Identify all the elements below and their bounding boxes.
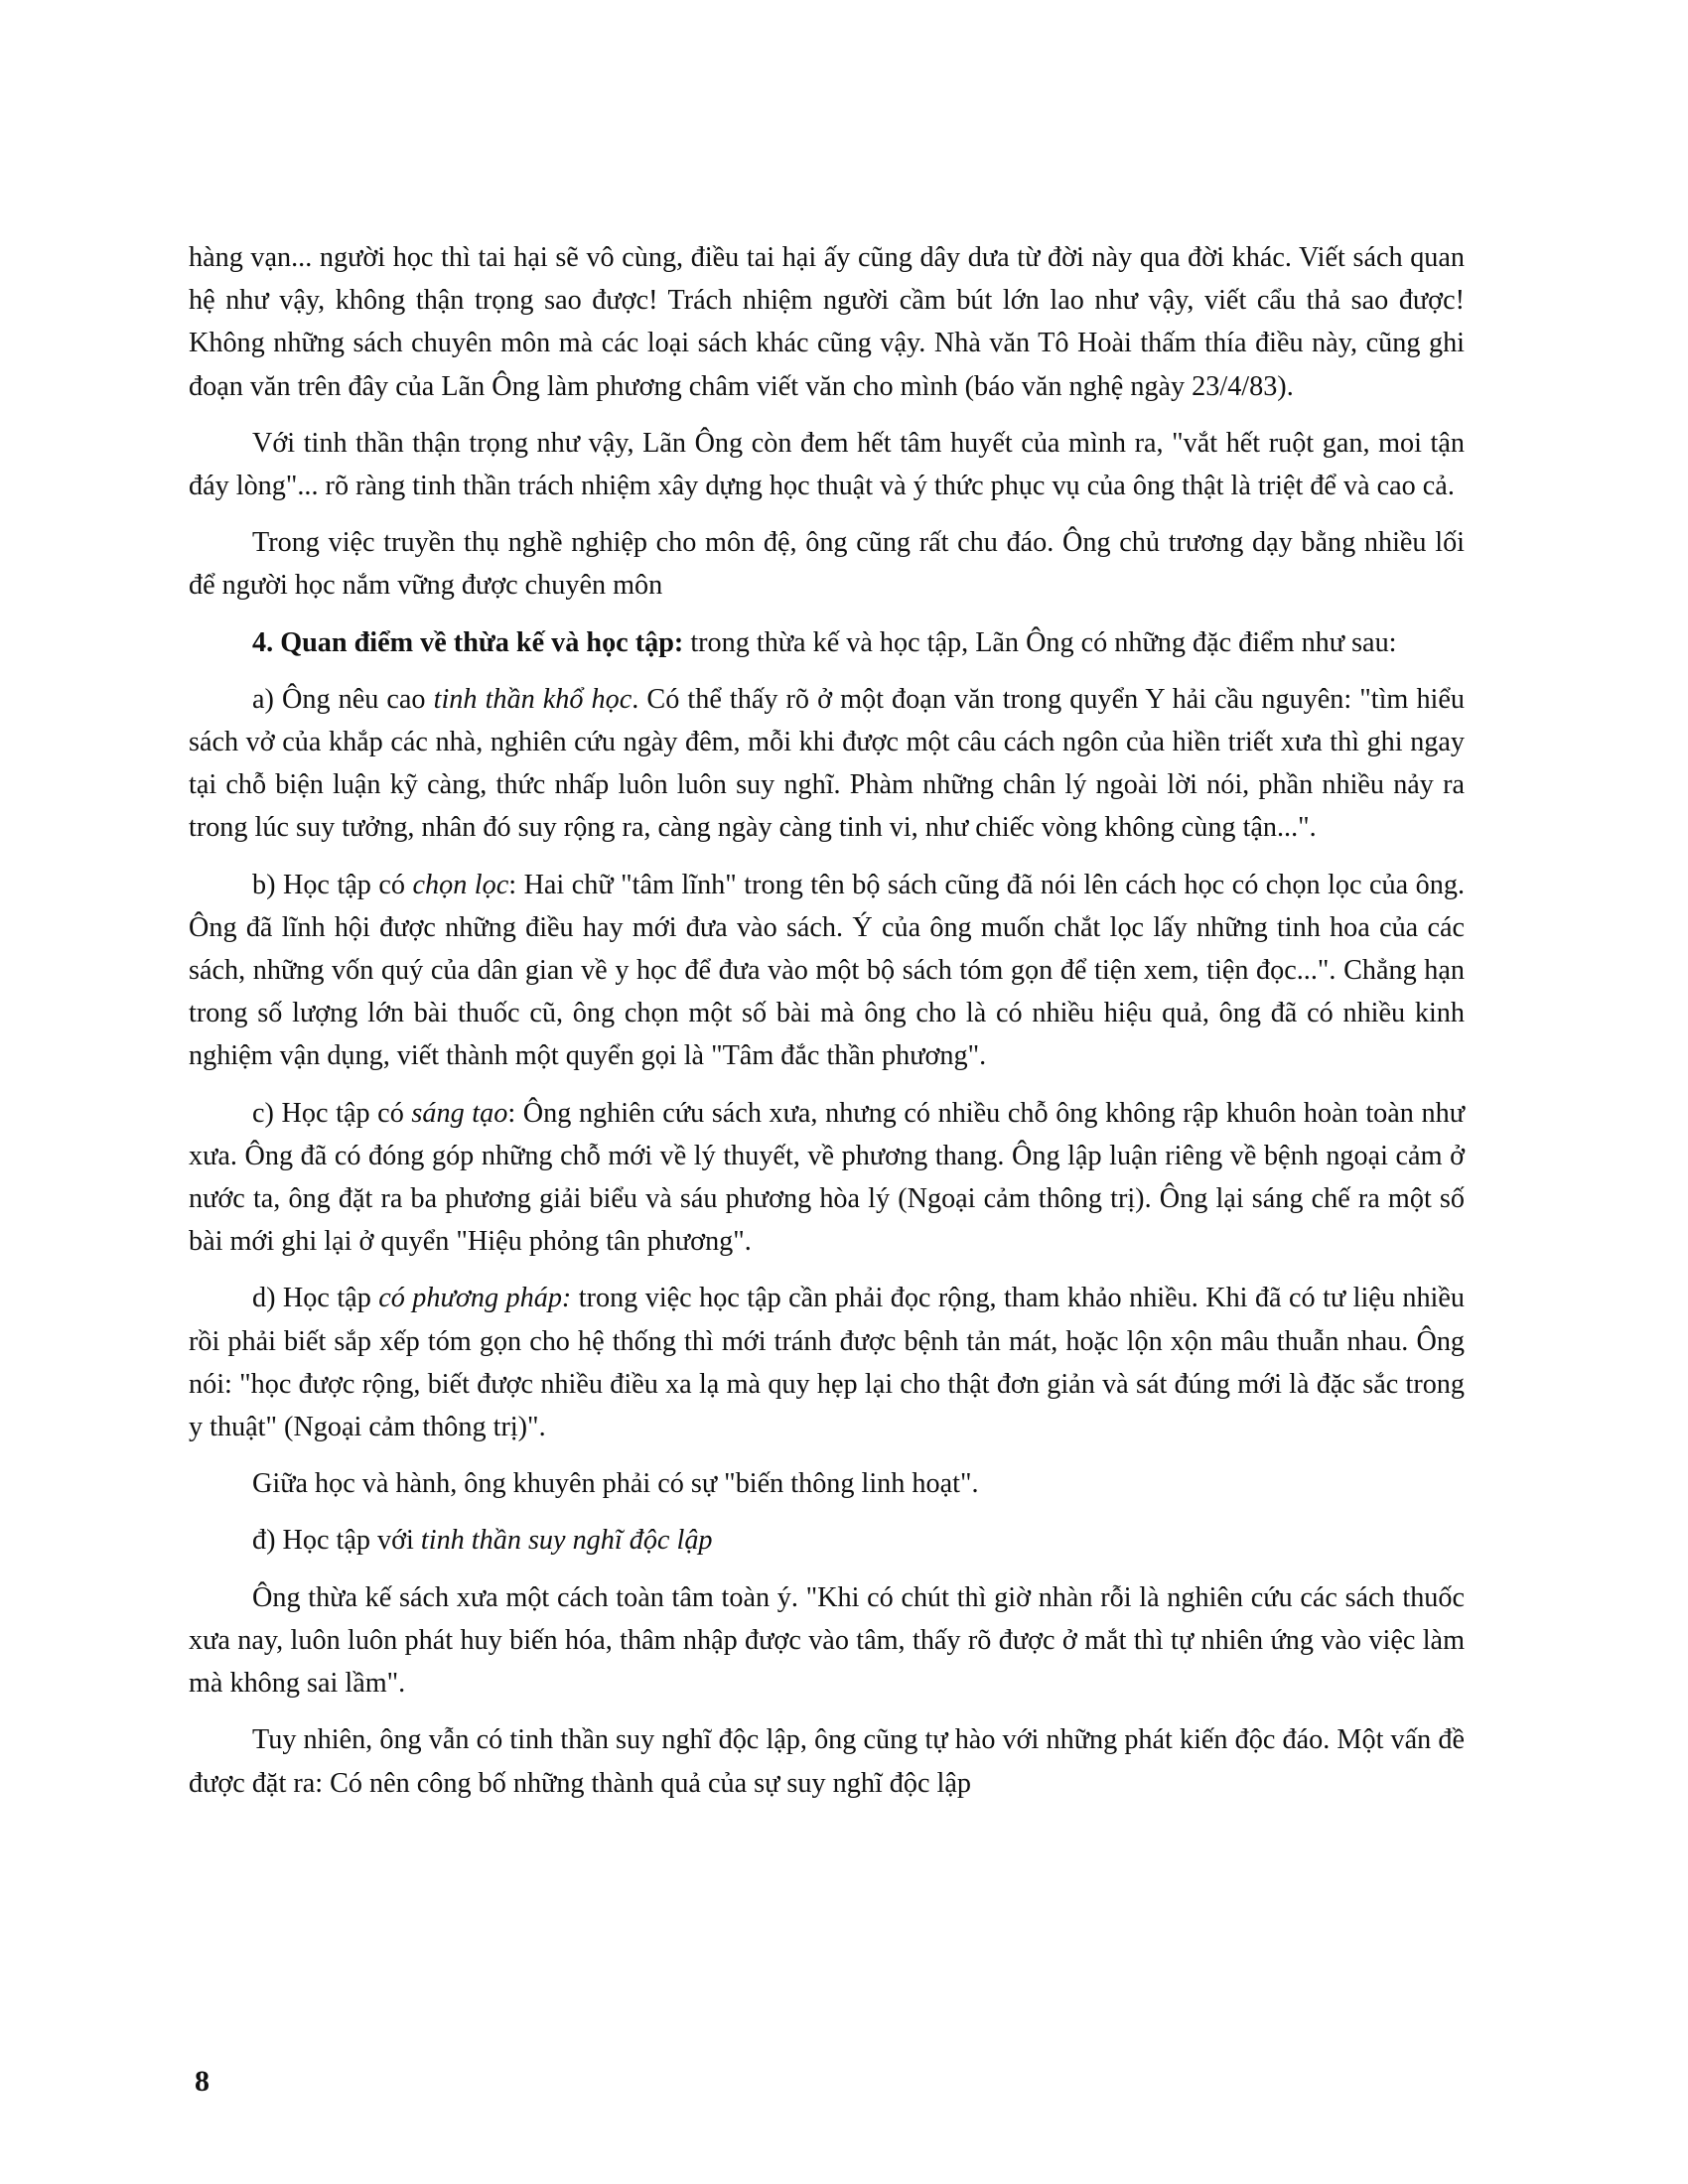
list-item-dd: đ) Học tập với tinh thần suy nghĩ độc lập [252, 1525, 713, 1557]
paragraph: hàng vạn... người học thì tai hại sẽ vô cùng, điều tai hại ấy cũng dây dưa từ đời này qua đời khác. Viết sách quan hệ như vậy, không thận trọng sao được! Trách nhiệm người cầm bút lớn lao như vậy, viết cẩu thả sao được! Không những sách chuyên môn mà các loại sách khác cũng vậy. Nhà văn Tô Hoài thấm thía điều này, cũng ghi đoạn văn trên đây của Lãn Ông làm phương châm viết văn cho mình (báo văn nghệ ngày 23/4/83). [189, 242, 1465, 402]
section-heading-paragraph: 4. Quan điểm về thừa kế và học tập: trong thừa kế và học tập, Lãn Ông có những đặc điểm như sau: [252, 626, 1397, 658]
section-heading: 4. Quan điểm về thừa kế và học tập: [252, 626, 684, 658]
list-item-b: b) Học tập có chọn lọc: Hai chữ "tâm lĩnh" trong tên bộ sách cũng đã nói lên cách học có chọn lọc của ông. Ông đã lĩnh hội được những điều hay mới đưa vào sách. Ý của ông muốn chắt lọc lấy những tinh hoa của các sách, những vốn quý của dân gian về y học để đưa vào một bộ sách tóm gọn để tiện xem, tiện đọc...". Chẳng hạn trong số lượng lớn bài thuốc cũ, ông chọn một số bài mà ông cho là có nhiều hiệu quả, ông đã có nhiều kinh nghiệm vận dụng, viết thành một quyển gọi là "Tâm đắc thần phương". [189, 869, 1465, 1072]
page-body [189, 236, 1465, 1819]
list-item-d: d) Học tập có phương pháp: trong việc học tập cần phải đọc rộng, tham khảo nhiều. Khi đã có tư liệu nhiều rồi phải biết sắp xếp tóm gọn cho hệ thống thì mới tránh được bệnh tản mát, hoặc lộn xộn mâu thuẫn nhau. Ông nói: "học được rộng, biết được nhiều điều xa lạ mà quy hẹp lại cho thật đơn giản và sát đúng mới là đặc sắc trong y thuật" (Ngoại cảm thông trị)". [189, 1283, 1465, 1443]
list-item-a: a) Ông nêu cao tinh thần khổ học. Có thể thấy rõ ở một đoạn văn trong quyển Y hải cầu nguyên: "tìm hiểu sách vở của khắp các nhà, nghiên cứu ngày đêm, mỗi khi được một câu cách ngôn của hiền triết xưa thì ghi ngay tại chỗ biện luận kỹ càng, thức nhấp luôn luôn suy nghĩ. Phàm những chân lý ngoài lời nói, phần nhiều nảy ra trong lúc suy tưởng, nhân đó suy rộng ra, càng ngày càng tinh vi, như chiếc vòng không cùng tận...". [189, 683, 1465, 844]
paragraph: Ông thừa kế sách xưa một cách toàn tâm toàn ý. "Khi có chút thì giờ nhàn rỗi là nghiên cứu các sách thuốc xưa nay, luôn luôn phát huy biến hóa, thâm nhập được vào tâm, thấy rõ được ở mắt thì tự nhiên ứng vào việc làm mà không sai lầm". [189, 1581, 1465, 1700]
paragraph: Giữa học và hành, ông khuyên phải có sự "biến thông linh hoạt". [252, 1468, 979, 1500]
list-item-c: c) Học tập có sáng tạo: Ông nghiên cứu sách xưa, nhưng có nhiều chỗ ông không rập khuôn hoàn toàn như xưa. Ông đã có đóng góp những chỗ mới về lý thuyết, về phương thang. Ông lập luận riêng về bệnh ngoại cảm ở nước ta, ông đặt ra ba phương giải biểu và sáu phương hòa lý (Ngoại cảm thông trị). Ông lại sáng chế ra một số bài mới ghi lại ở quyển "Hiệu phỏng tân phương". [189, 1097, 1465, 1258]
paragraph: Trong việc truyền thụ nghề nghiệp cho môn đệ, ông cũng rất chu đáo. Ông chủ trương dạy bằng nhiều lối để người học nắm vững được chuyên môn [189, 527, 1465, 602]
paragraph: Với tinh thần thận trọng như vậy, Lãn Ông còn đem hết tâm huyết của mình ra, "vắt hết ruột gan, moi tận đáy lòng"... rõ ràng tinh thần trách nhiệm xây dựng học thuật và ý thức phục vụ của ông thật là triệt để và cao cả. [189, 427, 1465, 502]
paragraph: Tuy nhiên, ông vẫn có tinh thần suy nghĩ độc lập, ông cũng tự hào với những phát kiến độc đáo. Một vấn đề được đặt ra: Có nên công bố những thành quả của sự suy nghĩ độc lập [189, 1724, 1465, 1799]
page-number: 8 [195, 2065, 210, 2098]
